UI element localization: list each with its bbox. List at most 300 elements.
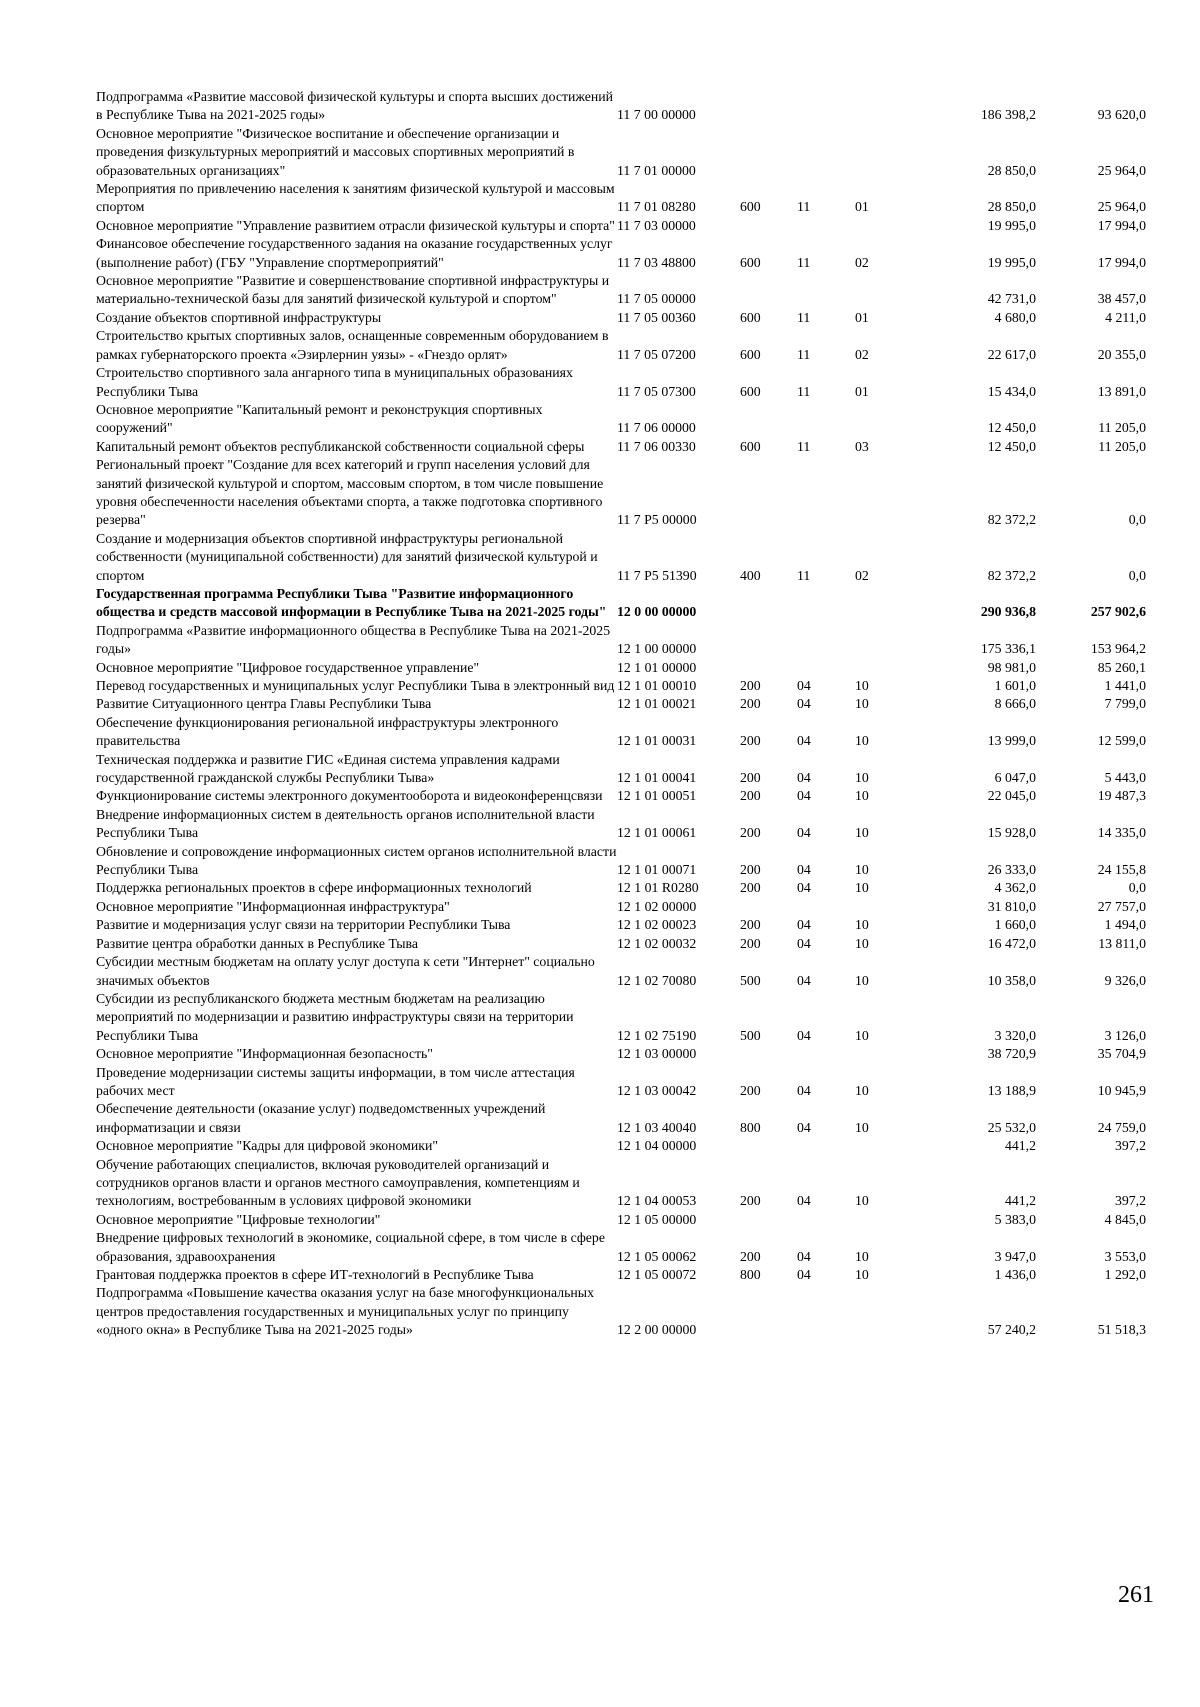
row-amount-year-1: 28 850,0 — [987, 199, 1036, 215]
row-subsection: 01 — [855, 383, 869, 399]
row-name: Основное мероприятие "Управление развитием отрасли физической культуры и спорта" — [96, 217, 615, 233]
row-code: 12 1 02 70080 — [617, 972, 697, 988]
row-amount-year-2: 3 553,0 — [1104, 1248, 1146, 1264]
row-amount-year-1: 98 981,0 — [987, 659, 1036, 675]
row-expense-type: 600 — [740, 438, 761, 454]
row-expense-type — [740, 659, 797, 677]
row-amount-year-2: 93 620,0 — [1097, 107, 1146, 123]
row-code: 11 7 05 07200 — [617, 346, 696, 362]
row-expense-type: 200 — [740, 862, 761, 878]
table-row — [96, 659, 1146, 677]
row-name: Проведение модернизации системы защиты информации, в том числе аттестация рабочих мест — [96, 1064, 575, 1098]
row-subsection: 02 — [855, 254, 869, 270]
row-name: Создание объектов спортивной инфраструктуры — [96, 309, 382, 325]
row-amount-year-1: 6 047,0 — [994, 770, 1036, 786]
table-row — [96, 1100, 1146, 1137]
row-name: Капитальный ремонт объектов республиканской собственности социальной сферы — [96, 438, 585, 454]
row-expense-type — [740, 898, 797, 916]
table-row — [96, 677, 1146, 695]
row-amount-year-2: 25 964,0 — [1097, 199, 1146, 215]
row-amount-year-2: 85 260,1 — [1097, 659, 1146, 675]
row-section — [797, 1211, 855, 1229]
row-code: 12 1 01 00041 — [617, 770, 697, 786]
row-amount-year-2: 24 155,8 — [1097, 862, 1146, 878]
row-subsection: 10 — [855, 1027, 869, 1043]
row-subsection — [855, 125, 916, 180]
row-amount-year-2: 397,2 — [1114, 1138, 1146, 1154]
row-amount-year-2: 17 994,0 — [1097, 217, 1146, 233]
row-amount-year-2: 7 799,0 — [1104, 696, 1146, 712]
row-code: 12 1 03 40040 — [617, 1119, 697, 1135]
row-section — [797, 585, 855, 622]
row-expense-type: 500 — [740, 1027, 761, 1043]
row-amount-year-2: 0,0 — [1128, 567, 1146, 583]
row-expense-type — [740, 217, 797, 235]
table-row — [96, 879, 1146, 897]
row-amount-year-1: 15 928,0 — [987, 825, 1036, 841]
table-row — [96, 751, 1146, 788]
row-amount-year-1: 15 434,0 — [987, 383, 1036, 399]
row-name: Обновление и сопровождение информационных систем органов исполнительной власти Республики Тыва — [96, 843, 617, 878]
table-row — [96, 1284, 1146, 1339]
row-name: Внедрение информационных систем в деятельность органов исполнительной власти Республики Тыва — [96, 806, 595, 841]
row-section: 04 — [797, 935, 811, 951]
table-row — [96, 438, 1146, 456]
row-amount-year-2: 0,0 — [1128, 880, 1146, 896]
row-section: 04 — [797, 770, 811, 786]
row-code: 12 1 03 00000 — [617, 1046, 697, 1062]
table-body — [96, 88, 1146, 1340]
row-amount-year-1: 38 720,9 — [987, 1046, 1036, 1062]
row-section — [797, 1045, 855, 1063]
row-section: 04 — [797, 862, 811, 878]
row-amount-year-2: 1 441,0 — [1104, 678, 1146, 693]
row-expense-type: 800 — [740, 1119, 761, 1135]
row-expense-type — [740, 585, 797, 622]
row-amount-year-1: 82 372,2 — [987, 512, 1036, 528]
row-name: Поддержка региональных проектов в сфере информационных технологий — [96, 880, 532, 896]
row-expense-type — [740, 622, 797, 659]
row-expense-type — [740, 125, 797, 180]
row-amount-year-1: 22 045,0 — [987, 788, 1036, 804]
row-section — [797, 898, 855, 916]
row-name: Обучение работающих специалистов, включая руководителей организаций и сотрудников органов власти и органов местного самоуправления, компетенциям и технологиям, востребованным в условиях цифровой экономики — [96, 1156, 580, 1209]
row-section: 04 — [797, 733, 811, 749]
row-section — [797, 622, 855, 659]
row-expense-type: 600 — [740, 254, 761, 270]
row-expense-type: 200 — [740, 1082, 761, 1098]
row-section: 11 — [797, 346, 811, 362]
row-name: Развитие Ситуационного центра Главы Республики Тыва — [96, 696, 432, 712]
page-number: 261 — [1118, 1582, 1154, 1608]
row-amount-year-2: 14 335,0 — [1097, 825, 1146, 841]
row-section: 11 — [797, 567, 811, 583]
row-code: 11 7 05 07300 — [617, 383, 696, 399]
row-subsection: 10 — [855, 770, 869, 786]
row-name: Подпрограмма «Развитие массовой физической культуры и спорта высших достижений в Республике Тыва на 2021-2025 годы» — [96, 89, 614, 123]
row-section — [797, 125, 855, 180]
row-amount-year-2: 3 126,0 — [1104, 1027, 1146, 1043]
row-expense-type: 200 — [740, 1193, 761, 1209]
row-expense-type — [740, 401, 797, 438]
row-expense-type: 200 — [740, 770, 761, 786]
row-subsection — [855, 898, 916, 916]
row-code: 12 1 01 00051 — [617, 788, 697, 804]
row-amount-year-1: 441,2 — [1004, 1193, 1036, 1209]
table-row — [96, 806, 1146, 843]
row-section: 04 — [797, 1193, 811, 1209]
row-expense-type: 600 — [740, 383, 761, 399]
row-expense-type: 200 — [740, 935, 761, 951]
row-subsection: 10 — [855, 935, 869, 951]
row-name: Основное мероприятие "Капитальный ремонт и реконструкция спортивных сооружений" — [96, 401, 543, 436]
row-subsection — [855, 272, 916, 309]
table-row — [96, 235, 1146, 272]
row-amount-year-1: 31 810,0 — [987, 898, 1036, 914]
row-name: Развитие центра обработки данных в Республике Тыва — [96, 935, 418, 951]
table-row — [96, 1266, 1146, 1284]
row-code: 11 7 P5 51390 — [617, 567, 697, 583]
row-amount-year-2: 5 443,0 — [1104, 770, 1146, 786]
row-subsection: 02 — [855, 346, 869, 362]
row-expense-type — [740, 88, 797, 125]
row-expense-type: 800 — [740, 1267, 761, 1282]
table-row — [96, 953, 1146, 990]
row-amount-year-1: 19 995,0 — [987, 254, 1036, 270]
row-subsection — [855, 1211, 916, 1229]
row-name: Развитие и модернизация услуг связи на территории Республики Тыва — [96, 917, 511, 933]
row-amount-year-1: 13 999,0 — [987, 733, 1036, 749]
row-amount-year-2: 153 964,2 — [1090, 641, 1146, 657]
row-expense-type: 200 — [740, 917, 761, 933]
row-subsection — [855, 217, 916, 235]
row-amount-year-1: 10 358,0 — [987, 972, 1036, 988]
row-expense-type: 500 — [740, 972, 761, 988]
row-subsection — [855, 88, 916, 125]
row-name: Функционирование системы электронного документооборота и видеоконференцсвязи — [96, 788, 603, 804]
row-name: Государственная программа Республики Тыва "Развитие информационного общества и средств массовой информации в Республике Тыва на 2021-2025 годы" — [96, 585, 607, 620]
row-section: 11 — [797, 309, 811, 325]
row-subsection: 01 — [855, 309, 869, 325]
row-expense-type: 200 — [740, 733, 761, 749]
row-name: Финансовое обеспечение государственного задания на оказание государственных услуг (выполнение работ) (ГБУ "Управление спортмероприятий" — [96, 236, 613, 270]
row-amount-year-1: 25 532,0 — [987, 1119, 1036, 1135]
row-name: Основное мероприятие "Физическое воспитание и обеспечение организации и проведения физкультурных мероприятий и массовых спортивных мероприятий в образовательных организациях" — [96, 125, 575, 178]
table-row — [96, 787, 1146, 805]
row-amount-year-2: 1 292,0 — [1104, 1267, 1146, 1282]
row-code: 12 2 00 00000 — [617, 1322, 697, 1338]
row-amount-year-2: 10 945,9 — [1097, 1082, 1146, 1098]
row-subsection: 10 — [855, 696, 869, 712]
row-amount-year-2: 4 845,0 — [1104, 1211, 1146, 1227]
table-row — [96, 990, 1146, 1045]
table-row — [96, 180, 1146, 217]
row-code: 12 1 02 00032 — [617, 935, 697, 951]
table-row — [96, 1156, 1146, 1211]
row-section: 04 — [797, 1248, 811, 1264]
row-name: Основное мероприятие "Кадры для цифровой экономики" — [96, 1138, 438, 1154]
row-subsection — [855, 585, 916, 622]
table-row — [96, 364, 1146, 401]
row-name: Подпрограмма «Повышение качества оказания услуг на базе многофункциональных центров предоставления государственных и муниципальных услуг по принципу «одного окна» в Республике Тыва на 2021-2025 годы» — [96, 1285, 594, 1338]
row-section: 04 — [797, 880, 811, 896]
row-amount-year-1: 4 362,0 — [994, 880, 1036, 896]
row-name: Перевод государственных и муниципальных услуг Республики Тыва в электронный вид — [96, 678, 615, 693]
row-code: 11 7 03 00000 — [617, 217, 696, 233]
row-amount-year-2: 9 326,0 — [1104, 972, 1146, 988]
table-row — [96, 935, 1146, 953]
row-expense-type — [740, 1284, 797, 1339]
row-code: 11 7 03 48800 — [617, 254, 696, 270]
row-name: Строительство крытых спортивных залов, оснащенные современным оборудованием в рамках губернаторского проекта «Эзирлернин уязы» - «Гнездо орлят» — [96, 328, 609, 362]
row-amount-year-1: 82 372,2 — [987, 567, 1036, 583]
row-subsection: 10 — [855, 1082, 869, 1098]
row-subsection — [855, 401, 916, 438]
table-row — [96, 530, 1146, 585]
row-name: Техническая поддержка и развитие ГИС «Единая система управления кадрами государственной гражданской службы Республики Тыва» — [96, 751, 560, 786]
row-amount-year-2: 51 518,3 — [1097, 1322, 1146, 1338]
row-name: Подпрограмма «Развитие информационного общества в Республике Тыва на 2021-2025 годы» — [96, 622, 611, 657]
row-name: Внедрение цифровых технологий в экономике, социальной сфере, в том числе в сфере образования, здравоохранения — [96, 1230, 605, 1264]
row-amount-year-2: 397,2 — [1114, 1193, 1146, 1209]
row-code: 12 1 04 00000 — [617, 1138, 697, 1154]
row-section: 04 — [797, 825, 811, 841]
row-subsection: 10 — [855, 825, 869, 841]
row-expense-type: 200 — [740, 825, 761, 841]
row-amount-year-1: 1 601,0 — [994, 678, 1036, 693]
table-row — [96, 309, 1146, 327]
row-expense-type — [740, 1211, 797, 1229]
table-row — [96, 456, 1146, 530]
row-code: 12 1 02 75190 — [617, 1027, 697, 1043]
row-amount-year-2: 20 355,0 — [1097, 346, 1146, 362]
row-amount-year-2: 13 891,0 — [1097, 383, 1146, 399]
row-section: 04 — [797, 1119, 811, 1135]
row-section — [797, 456, 855, 530]
row-expense-type: 200 — [740, 880, 761, 896]
row-code: 11 7 05 00000 — [617, 291, 696, 307]
row-amount-year-1: 1 660,0 — [994, 917, 1036, 933]
row-subsection — [855, 456, 916, 530]
row-expense-type — [740, 1137, 797, 1155]
table-row — [96, 1045, 1146, 1063]
table-row — [96, 843, 1146, 880]
row-subsection — [855, 1045, 916, 1063]
row-section: 04 — [797, 1082, 811, 1098]
table-row — [96, 88, 1146, 125]
row-subsection: 10 — [855, 917, 869, 933]
row-code: 12 1 01 00061 — [617, 825, 697, 841]
row-code: 12 0 00 00000 — [617, 604, 697, 620]
row-section: 11 — [797, 254, 811, 270]
row-subsection: 10 — [855, 862, 869, 878]
row-expense-type: 600 — [740, 346, 761, 362]
row-amount-year-2: 1 494,0 — [1104, 917, 1146, 933]
row-section: 04 — [797, 1027, 811, 1043]
table-row — [96, 1229, 1146, 1266]
row-section — [797, 217, 855, 235]
row-subsection: 10 — [855, 1267, 869, 1282]
row-amount-year-1: 42 731,0 — [987, 291, 1036, 307]
row-amount-year-2: 257 902,6 — [1090, 604, 1146, 620]
row-code: 12 1 01 00021 — [617, 696, 697, 712]
row-code: 11 7 06 00000 — [617, 420, 696, 436]
row-name: Субсидии из республиканского бюджета местным бюджетам на реализацию мероприятий по модернизации и развитию инфраструктуры связи на территории Республики Тыва — [96, 990, 574, 1043]
row-amount-year-1: 5 383,0 — [994, 1211, 1036, 1227]
row-section — [797, 88, 855, 125]
row-expense-type: 200 — [740, 678, 761, 693]
row-amount-year-1: 1 436,0 — [994, 1267, 1036, 1282]
row-expense-type — [740, 1045, 797, 1063]
row-name: Основное мероприятие "Информационная безопасность" — [96, 1046, 433, 1062]
row-name: Обеспечение деятельности (оказание услуг) подведомственных учреждений информатизации и связи — [96, 1101, 546, 1135]
row-name: Региональный проект "Создание для всех категорий и групп населения условий для занятий физической культурой и спортом, массовым спортом, в том числе повышение уровня обеспеченности населения объектами спорта, а также подготовка спортивного резерва" — [96, 457, 604, 528]
table-row — [96, 125, 1146, 180]
row-name: Мероприятия по привлечению населения к занятиям физической культурой и массовым спортом — [96, 181, 615, 215]
row-code: 12 1 05 00000 — [617, 1211, 697, 1227]
table-row — [96, 585, 1146, 622]
row-subsection: 10 — [855, 678, 869, 693]
row-section: 04 — [797, 788, 811, 804]
row-expense-type — [740, 456, 797, 530]
row-name: Основное мероприятие "Информационная инфраструктура" — [96, 898, 450, 914]
row-section: 04 — [797, 696, 811, 712]
row-amount-year-2: 4 211,0 — [1105, 309, 1146, 325]
row-amount-year-2: 19 487,3 — [1097, 788, 1146, 804]
row-name: Основное мероприятие "Развитие и совершенствование спортивной инфраструктуры и материально-технической базы для занятий физической культурой и спортом" — [96, 273, 610, 307]
row-code: 12 1 05 00062 — [617, 1248, 697, 1264]
row-amount-year-1: 13 188,9 — [987, 1082, 1036, 1098]
row-expense-type: 400 — [740, 567, 761, 583]
table-row — [96, 1137, 1146, 1155]
row-subsection: 10 — [855, 733, 869, 749]
row-expense-type: 600 — [740, 199, 761, 215]
row-amount-year-2: 38 457,0 — [1097, 291, 1146, 307]
row-subsection: 10 — [855, 1248, 869, 1264]
row-code: 12 1 01 00071 — [617, 862, 697, 878]
row-name: Основное мероприятие "Цифровые технологии" — [96, 1211, 381, 1227]
row-subsection: 03 — [855, 438, 869, 454]
row-subsection: 10 — [855, 788, 869, 804]
row-amount-year-2: 17 994,0 — [1097, 254, 1146, 270]
row-section: 11 — [797, 438, 811, 454]
row-expense-type: 200 — [740, 696, 761, 712]
row-amount-year-1: 186 398,2 — [980, 107, 1036, 123]
row-amount-year-1: 57 240,2 — [987, 1322, 1036, 1338]
row-amount-year-2: 13 811,0 — [1098, 935, 1146, 951]
row-amount-year-1: 19 995,0 — [987, 217, 1036, 233]
row-code: 12 1 01 00010 — [617, 678, 697, 693]
row-code: 11 7 01 08280 — [617, 199, 696, 215]
row-amount-year-1: 22 617,0 — [987, 346, 1036, 362]
row-code: 12 1 01 00031 — [617, 733, 697, 749]
row-amount-year-2: 35 704,9 — [1097, 1046, 1146, 1062]
row-name: Основное мероприятие "Цифровое государственное управление" — [96, 659, 480, 675]
row-amount-year-1: 12 450,0 — [987, 420, 1036, 436]
row-subsection: 10 — [855, 880, 869, 896]
row-section — [797, 659, 855, 677]
row-amount-year-2: 0,0 — [1128, 512, 1146, 528]
row-name: Строительство спортивного зала ангарного типа в муниципальных образованиях Республики Тыва — [96, 365, 573, 399]
row-expense-type: 200 — [740, 1248, 761, 1264]
row-code: 12 1 02 00000 — [617, 898, 697, 914]
row-expense-type: 200 — [740, 788, 761, 804]
row-subsection — [855, 1137, 916, 1155]
row-subsection — [855, 622, 916, 659]
row-amount-year-2: 11 205,0 — [1098, 420, 1146, 436]
row-amount-year-1: 4 680,0 — [994, 309, 1036, 325]
table-row — [96, 1064, 1146, 1101]
row-section — [797, 272, 855, 309]
row-amount-year-1: 441,2 — [1004, 1138, 1036, 1154]
row-section: 04 — [797, 917, 811, 933]
row-name: Грантовая поддержка проектов в сфере ИТ-технологий в Республике Тыва — [96, 1267, 534, 1282]
row-section: 04 — [797, 1267, 811, 1282]
table-row — [96, 401, 1146, 438]
row-name: Создание и модернизация объектов спортивной инфраструктуры региональной собственности (муниципальной собственности) для занятий физической культурой и спортом — [96, 530, 598, 583]
row-code: 12 1 02 00023 — [617, 917, 697, 933]
row-code: 11 7 00 00000 — [617, 107, 696, 123]
row-amount-year-2: 12 599,0 — [1097, 733, 1146, 749]
budget-table — [96, 88, 1146, 1340]
row-section — [797, 1284, 855, 1339]
row-code: 11 7 P5 00000 — [617, 512, 697, 528]
row-code: 12 1 03 00042 — [617, 1082, 697, 1098]
row-amount-year-1: 16 472,0 — [987, 935, 1036, 951]
row-code: 11 7 01 00000 — [617, 162, 696, 178]
table-row — [96, 327, 1146, 364]
table-row — [96, 272, 1146, 309]
row-code: 12 1 01 00000 — [617, 659, 697, 675]
row-expense-type: 600 — [740, 309, 761, 325]
row-code: 12 1 04 00053 — [617, 1193, 697, 1209]
row-amount-year-1: 290 936,8 — [980, 604, 1036, 620]
row-subsection: 01 — [855, 199, 869, 215]
row-code: 11 7 06 00330 — [617, 438, 696, 454]
row-code: 12 1 00 00000 — [617, 641, 697, 657]
table-row — [96, 916, 1146, 934]
row-subsection: 10 — [855, 972, 869, 988]
row-expense-type — [740, 272, 797, 309]
table-row — [96, 217, 1146, 235]
table-row — [96, 1211, 1146, 1229]
table-row — [96, 695, 1146, 713]
row-amount-year-1: 26 333,0 — [987, 862, 1036, 878]
row-amount-year-1: 175 336,1 — [980, 641, 1036, 657]
row-section: 11 — [797, 383, 811, 399]
table-row — [96, 898, 1146, 916]
row-amount-year-1: 3 320,0 — [994, 1027, 1036, 1043]
row-subsection — [855, 659, 916, 677]
row-amount-year-1: 8 666,0 — [994, 696, 1036, 712]
table-row — [96, 622, 1146, 659]
row-subsection — [855, 1284, 916, 1339]
row-subsection: 10 — [855, 1193, 869, 1209]
row-amount-year-2: 27 757,0 — [1097, 898, 1146, 914]
row-amount-year-2: 25 964,0 — [1097, 162, 1146, 178]
row-subsection: 10 — [855, 1119, 869, 1135]
row-section: 11 — [797, 199, 811, 215]
row-amount-year-1: 3 947,0 — [994, 1248, 1036, 1264]
row-code: 12 1 05 00072 — [617, 1267, 697, 1282]
row-amount-year-2: 24 759,0 — [1097, 1119, 1146, 1135]
row-name: Обеспечение функционирования региональной инфраструктуры электронного правительства — [96, 714, 559, 749]
row-section: 04 — [797, 972, 811, 988]
row-code: 12 1 01 R0280 — [617, 880, 699, 896]
row-amount-year-2: 11 205,0 — [1098, 438, 1146, 454]
row-subsection: 02 — [855, 567, 869, 583]
row-section — [797, 1137, 855, 1155]
